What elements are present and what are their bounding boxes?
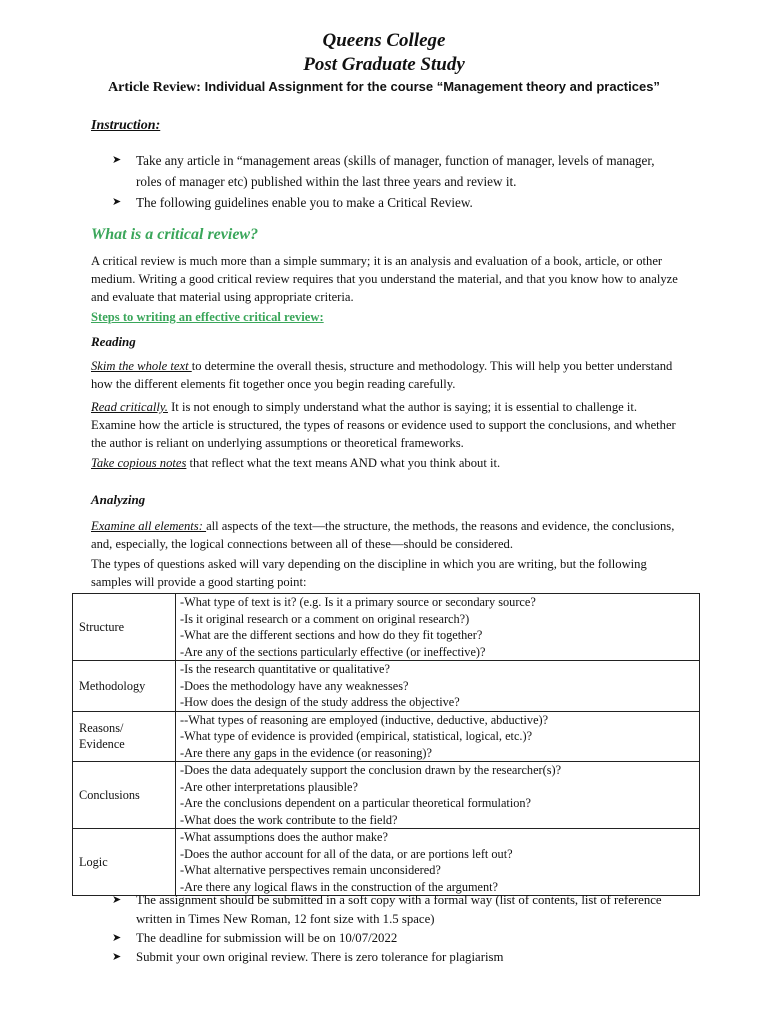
question-item: -Is the research quantitative or qualitative?: [180, 662, 390, 676]
instruction-bullet: [112, 192, 678, 213]
row-label: Structure: [73, 594, 176, 661]
question-item: -What does the work contribute to the field?: [180, 812, 398, 827]
question-item: -Does the methodology have any weaknesses?: [180, 678, 409, 693]
row-label: Methodology: [73, 661, 176, 712]
submission-bullet-text: The assignment should be submitted in a soft copy with a formal way (list of contents, list of reference written in Times New Roman, 12 font size with 1.5 space): [136, 893, 662, 926]
reading-heading: Reading: [91, 334, 136, 349]
assignment-lead: Article Review:: [108, 80, 201, 95]
instruction-bullet-text: Take any article in “management areas (skills of manager, function of manager, levels of manager, roles of manager etc) published within the last three years and review it.: [136, 153, 655, 189]
skim-paragraph: [91, 357, 681, 393]
steps-heading: Steps to writing an effective critical review:: [91, 310, 324, 324]
assignment-description: Individual Assignment for the course “Management theory and practices”: [204, 79, 660, 94]
table-row: [73, 661, 700, 712]
table-row: [73, 711, 700, 762]
question-item: -Does the data adequately support the conclusion drawn by the researcher(s)?: [180, 763, 562, 777]
question-item: -What alternative perspectives remain unconsidered?: [180, 863, 441, 877]
submission-bullet: [112, 929, 678, 948]
instruction-heading: Instruction:: [91, 118, 161, 133]
arrowhead-bullet-icon: ➤: [112, 154, 122, 166]
examine-paragraph: [91, 517, 681, 553]
skim-label: Skim the whole text: [91, 359, 192, 373]
arrowhead-bullet-icon: ➤: [112, 196, 122, 208]
question-item: -What are the different sections and how do they fit together?: [180, 628, 483, 642]
question-item: -Does the author account for all of the data, or are portions left out?: [180, 846, 513, 861]
question-item: -Are other interpretations plausible?: [180, 779, 358, 794]
analyzing-heading: Analyzing: [91, 492, 146, 507]
arrowhead-bullet-icon: ➤: [112, 951, 122, 963]
question-item: -Are any of the sections particularly effective (or ineffective)?: [180, 644, 486, 659]
question-item: -How does the design of the study address the objective?: [180, 695, 460, 709]
instruction-bullet: [112, 150, 678, 192]
row-questions: [176, 829, 700, 896]
row-questions: [176, 661, 700, 712]
critical-review-intro: A critical review is much more than a simple summary; it is an analysis and evaluation of a book, article, or other medium. Writing a good critical review requires that you understand the material, and that you know how to analyze and evaluate that material using appropriate criteria.: [91, 254, 678, 304]
notes-text: that reflect what the text means AND what you think about it.: [186, 456, 501, 470]
samples-paragraph: The types of questions asked will vary depending on the discipline in which you are writing, but the following samples will provide a good starting point:: [91, 557, 647, 589]
question-item: -Are there any logical flaws in the construction of the argument?: [180, 879, 499, 894]
row-questions: [176, 594, 700, 661]
read-critically-text: It is not enough to simply understand what the author is saying; it is essential to challenge it. Examine how the article is structured, the types of reasons or evidence used to support the conclusions, and whether the author is reliant on underlying assumptions or theoretical frameworks.: [91, 400, 676, 450]
row-label: Conclusions: [73, 762, 176, 829]
question-item: --What types of reasoning are employed (inductive, deductive, abductive)?: [180, 712, 549, 727]
read-critically-label: Read critically.: [91, 400, 168, 414]
question-item: -Is it original research or a comment on original research?): [180, 611, 470, 626]
read-critically-paragraph: [91, 398, 681, 452]
row-questions: [176, 762, 700, 829]
question-item: -Are there any gaps in the evidence (or reasoning)?: [180, 745, 432, 760]
instruction-bullet-text: The following guidelines enable you to make a Critical Review.: [136, 195, 473, 210]
row-label: Reasons/ Evidence: [73, 711, 176, 762]
table-row: [73, 762, 700, 829]
row-label: Logic: [73, 829, 176, 896]
criteria-table: [72, 593, 700, 896]
notes-paragraph: [91, 454, 681, 472]
question-item: -Are the conclusions dependent on a particular theoretical formulation?: [180, 796, 532, 810]
assignment-line: [0, 79, 768, 96]
submission-bullet: [112, 948, 678, 967]
row-questions: [176, 711, 700, 762]
question-item: -What type of evidence is provided (empirical, statistical, logical, etc.)?: [180, 729, 533, 743]
examine-text: all aspects of the text—the structure, the methods, the reasons and evidence, the conclusions, and, especially, the logical connections between all of these—should be considered.: [91, 519, 675, 551]
submission-bullet-text: Submit your own original review. There is zero tolerance for plagiarism: [136, 950, 504, 964]
skim-text: to determine the overall thesis, structure and methodology. This will help you better understand how the different elements fit together once you begin reading carefully.: [91, 359, 673, 391]
document-title: Queens College: [322, 30, 446, 51]
notes-label: Take copious notes: [91, 456, 187, 470]
question-item: -What assumptions does the author make?: [180, 830, 388, 844]
examine-label: Examine all elements:: [91, 519, 207, 533]
question-item: -What type of text is it? (e.g. Is it a primary source or secondary source?: [180, 595, 536, 609]
document-subtitle: Post Graduate Study: [303, 54, 465, 75]
submission-bullet: [112, 891, 678, 929]
critical-review-heading: What is a critical review?: [91, 226, 259, 243]
table-row: [73, 829, 700, 896]
submission-bullet-text: The deadline for submission will be on 10/07/2022: [136, 931, 398, 945]
arrowhead-bullet-icon: ➤: [112, 894, 122, 906]
table-row: [73, 594, 700, 661]
arrowhead-bullet-icon: ➤: [112, 932, 122, 944]
